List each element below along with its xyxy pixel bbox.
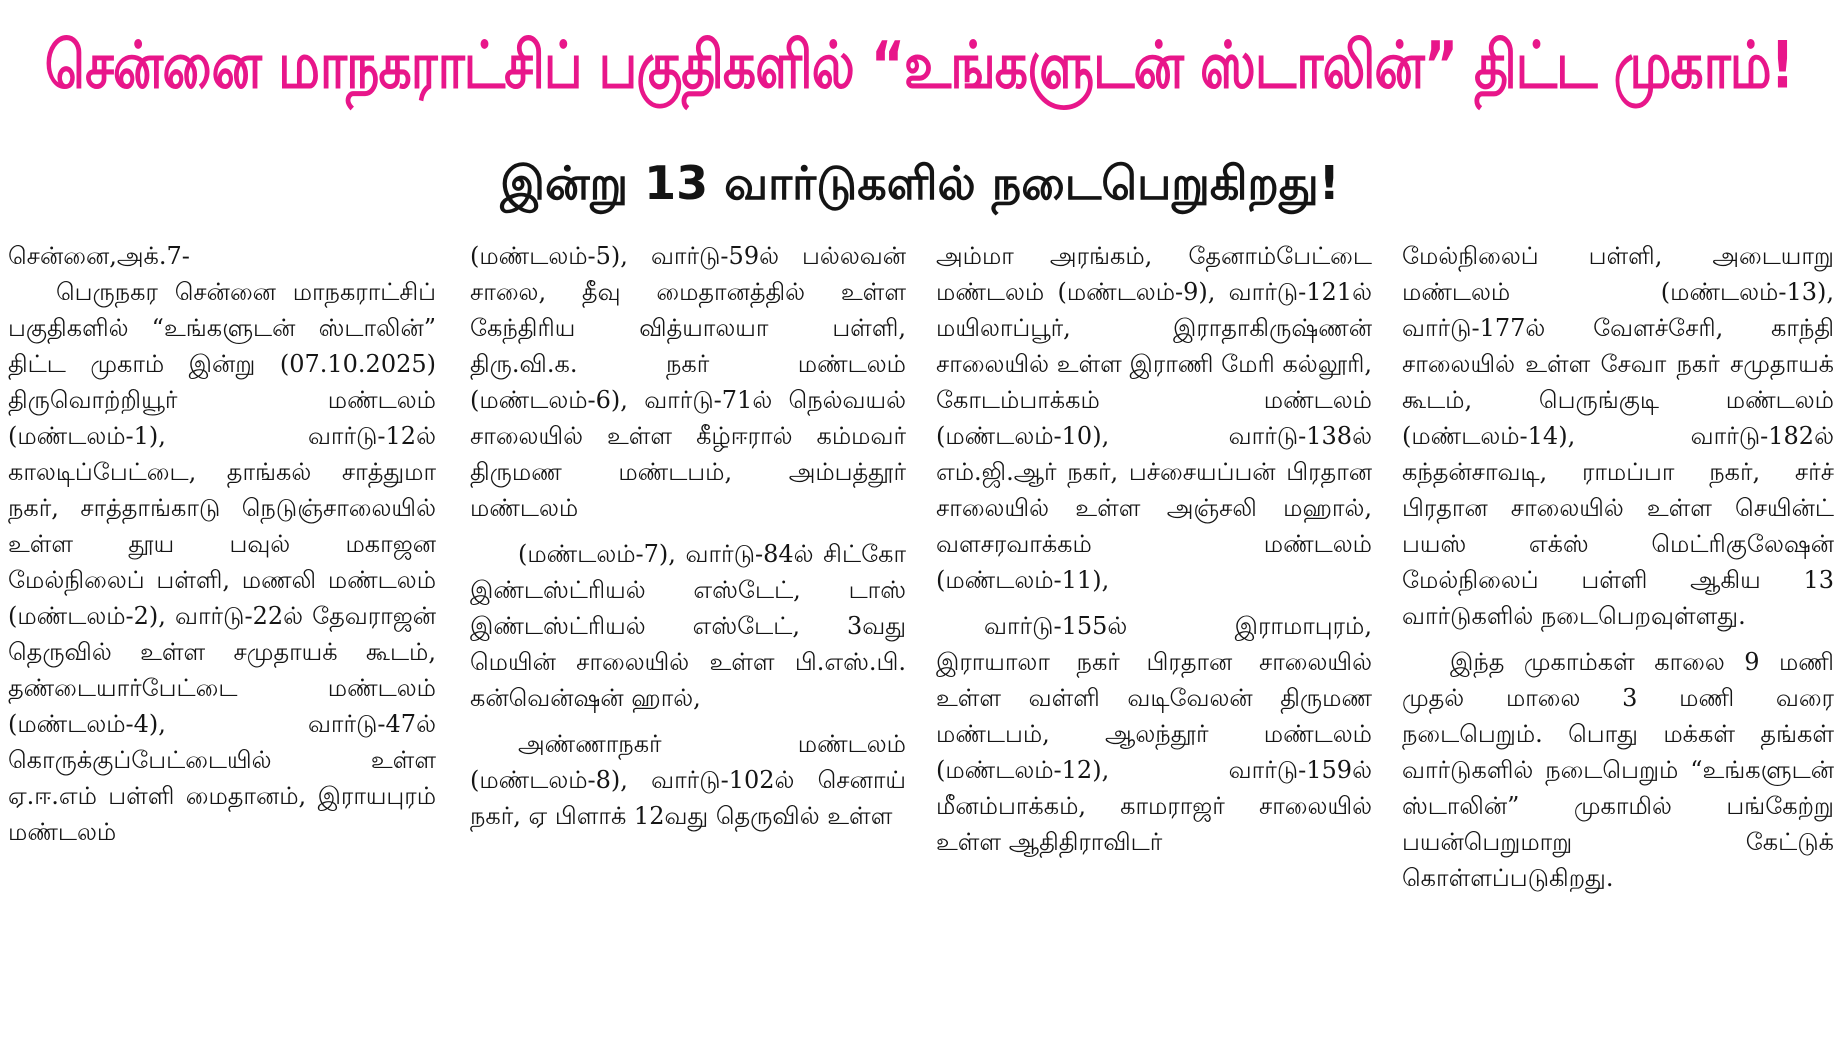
article-paragraph: மேல்நிலைப் பள்ளி, அடையாறு மண்டலம் (மண்டலம்-13), வார்டு-177ல் வேளச்சேரி, காந்தி சாலையில் உள்ள சேவா நகர் சமுதாயக் கூடம், பெருங்குடி மண்டலம் (மண்டலம்-14), வார்டு-182ல் கந்தன்சாவடி, ராமப்பா நகர், சர்ச் பிரதான சாலையில் உள்ள செயின்ட் பயஸ் எக்ஸ் மெட்ரிகுலேஷன் மேல்நிலைப் பள்ளி ஆகிய 13 வார்டுகளில் நடைபெறவுள்ளது. <box>1402 242 1834 630</box>
article-column-1 <box>8 238 436 1046</box>
article-paragraph: பெருநகர சென்னை மாநகராட்சிப் பகுதிகளில் “உங்களுடன் ஸ்டாலின்” திட்ட முகாம் இன்று (07.10.2025) திருவொற்றியூர் மண்டலம் (மண்டலம்-1), வார்டு-12ல் காலடிப்பேட்டை, தாங்கல் சாத்துமா நகர், சாத்தாங்காடு நெடுஞ்சாலையில் உள்ள தூய பவுல் மகாஜன மேல்நிலைப் பள்ளி, மணலி மண்டலம் (மண்டலம்-2), வார்டு-22ல் தேவராஜன் தெருவில் உள்ள சமுதாயக் கூடம், தண்டையார்பேட்டை மண்டலம் (மண்டலம்-4), வார்டு-47ல் கொருக்குப்பேட்டையில் உள்ள ஏ.ஈ.எம் பள்ளி மைதானம், இராயபுரம் மண்டலம் <box>8 278 436 846</box>
article-column-3 <box>936 238 1372 1046</box>
article-paragraph: (மண்டலம்-5), வார்டு-59ல் பல்லவன் சாலை, தீவு மைதானத்தில் உள்ள கேந்திரிய வித்யாலயா பள்ளி, திரு.வி.க. நகர் மண்டலம் (மண்டலம்-6), வார்டு-71ல் நெல்வயல் சாலையில் உள்ள கீழ்ஈரால் கம்மவர் திருமண மண்டபம், அம்பத்தூர் மண்டலம் <box>470 242 906 522</box>
article-paragraph: இந்த முகாம்கள் காலை 9 மணி முதல் மாலை 3 மணி வரை நடைபெறும். பொது மக்கள் தங்கள் வார்டுகளில் நடைபெறும் “உங்களுடன் ஸ்டாலின்” முகாமில் பங்கேற்று பயன்பெறுமாறு கேட்டுக் கொள்ளப்படுகிறது. <box>1402 648 1834 892</box>
article-paragraph: அம்மா அரங்கம், தேனாம்பேட்டை மண்டலம் (மண்டலம்-9), வார்டு-121ல் மயிலாப்பூர், இராதாகிருஷ்ணன் சாலையில் உள்ள இராணி மேரி கல்லூரி, கோடம்பாக்கம் மண்டலம் (மண்டலம்-10), வார்டு-138ல் எம்.ஜி.ஆர் நகர், பச்சையப்பன் பிரதான சாலையில் உள்ள அஞ்சலி மஹால், வளசரவாக்கம் மண்டலம் (மண்டலம்-11), <box>936 242 1372 594</box>
subheadline: இன்று 13 வார்டுகளில் நடைபெறுகிறது! <box>500 155 1340 210</box>
article-column-2 <box>470 238 906 1046</box>
article-paragraph: வார்டு-155ல் இராமாபுரம், இராயாலா நகர் பிரதான சாலையில் உள்ள வள்ளி வடிவேலன் திருமண மண்டபம், ஆலந்தூர் மண்டலம் (மண்டலம்-12), வார்டு-159ல் மீனம்பாக்கம், காமராஜர் சாலையில் உள்ள ஆதிதிராவிடர் <box>936 612 1372 856</box>
headline: சென்னை மாநகராட்சிப் பகுதிகளில் “உங்களுடன் ஸ்டாலின்” திட்ட முகாம்! <box>44 28 1794 104</box>
article-paragraph: அண்ணாநகர் மண்டலம் (மண்டலம்-8), வார்டு-102ல் செனாய் நகர், ஏ பிளாக் 12வது தெருவில் உள்ள <box>470 730 906 830</box>
article-paragraph: (மண்டலம்-7), வார்டு-84ல் சிட்கோ இண்டஸ்ட்ரியல் எஸ்டேட், டாஸ் இண்டஸ்ட்ரியல் எஸ்டேட், 3வது மெயின் சாலையில் உள்ள பி.எஸ்.பி. கன்வென்ஷன் ஹால், <box>470 540 906 712</box>
dateline: சென்னை,அக்.7- <box>8 242 190 270</box>
article-column-4 <box>1402 238 1834 1046</box>
